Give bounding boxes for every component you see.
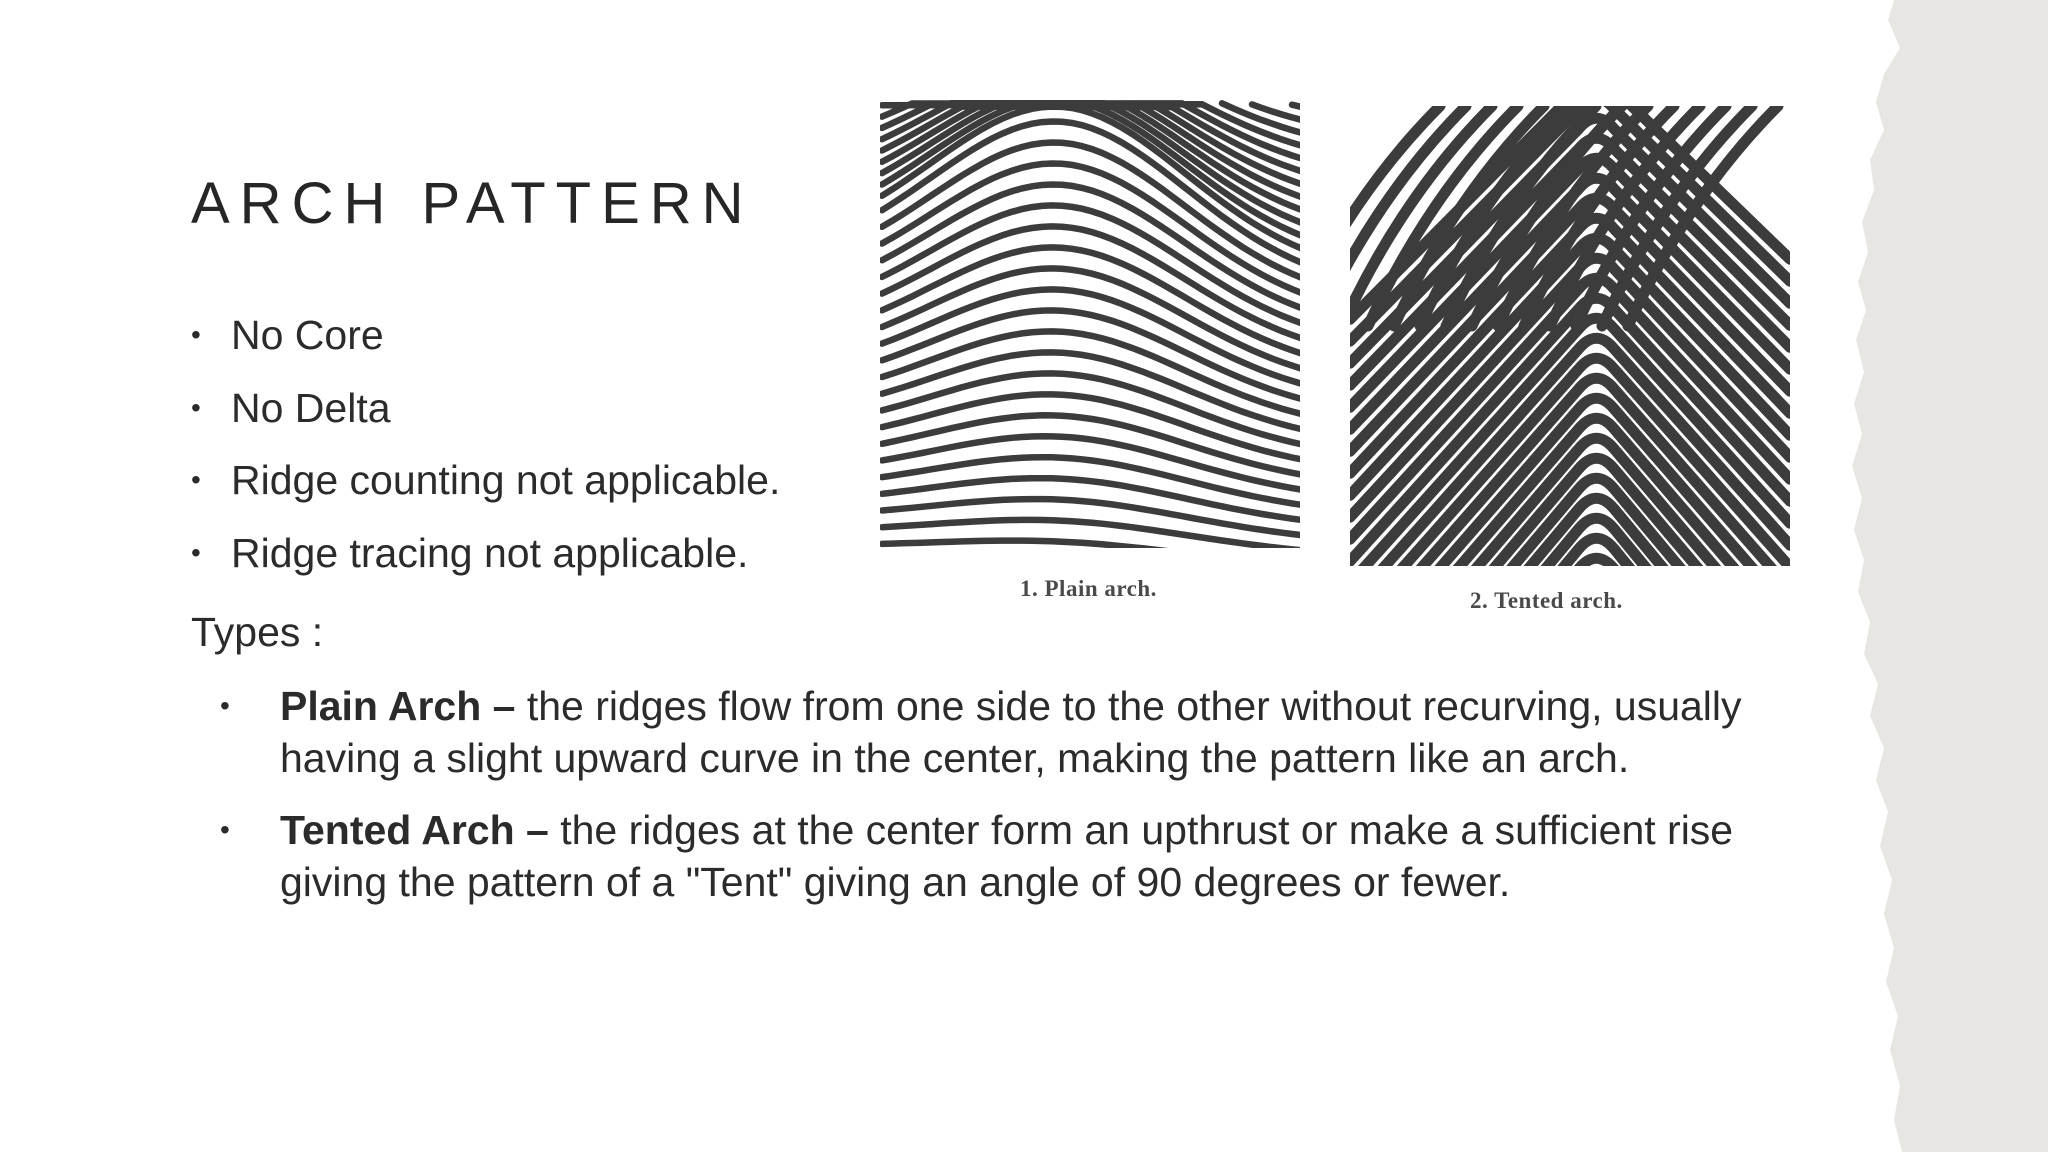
list-item-text: No Delta [231,384,391,431]
list-item [191,528,780,578]
property-list [191,310,780,600]
type-name: Plain Arch – [280,683,516,729]
figure-caption: 2. Tented arch. [1470,588,1623,613]
bullet-icon: • [220,690,230,721]
slide-title: ARCH PATTERN [191,171,754,236]
torn-paper-edge [1818,0,2048,1152]
bullet-icon: • [191,391,201,423]
type-description: the ridges at the center form an upthrust or make a sufficient rise giving the pattern of a "Tent" giving an angle of 90 degrees or fewer. [280,807,1734,905]
tented-arch-fingerprint-image [1342,98,1797,588]
list-item [191,310,780,360]
tented-arch-figure [1342,98,1797,628]
list-item [191,455,780,505]
list-item-text: Ridge tracing not applicable. [231,529,749,576]
plain-arch-figure [872,92,1312,612]
type-item-plain-arch [220,680,1840,784]
list-item [191,383,780,433]
type-name: Tented Arch – [280,807,549,853]
types-list [220,680,1840,928]
type-description: the ridges flow from one side to the other without recurving, usually having a slight upward curve in the center, making the pattern like an arch. [280,683,1742,781]
plain-arch-fingerprint-image [872,92,1312,572]
bullet-icon: • [220,814,230,845]
list-item-text: Ridge counting not applicable. [231,457,781,503]
type-item-tented-arch [220,804,1840,908]
bullet-icon: • [191,464,201,495]
bullet-icon: • [191,536,201,568]
types-heading: Types : [191,609,324,655]
list-item-text: No Core [231,312,384,358]
figure-caption: 1. Plain arch. [1020,576,1157,601]
bullet-icon: • [191,319,201,350]
